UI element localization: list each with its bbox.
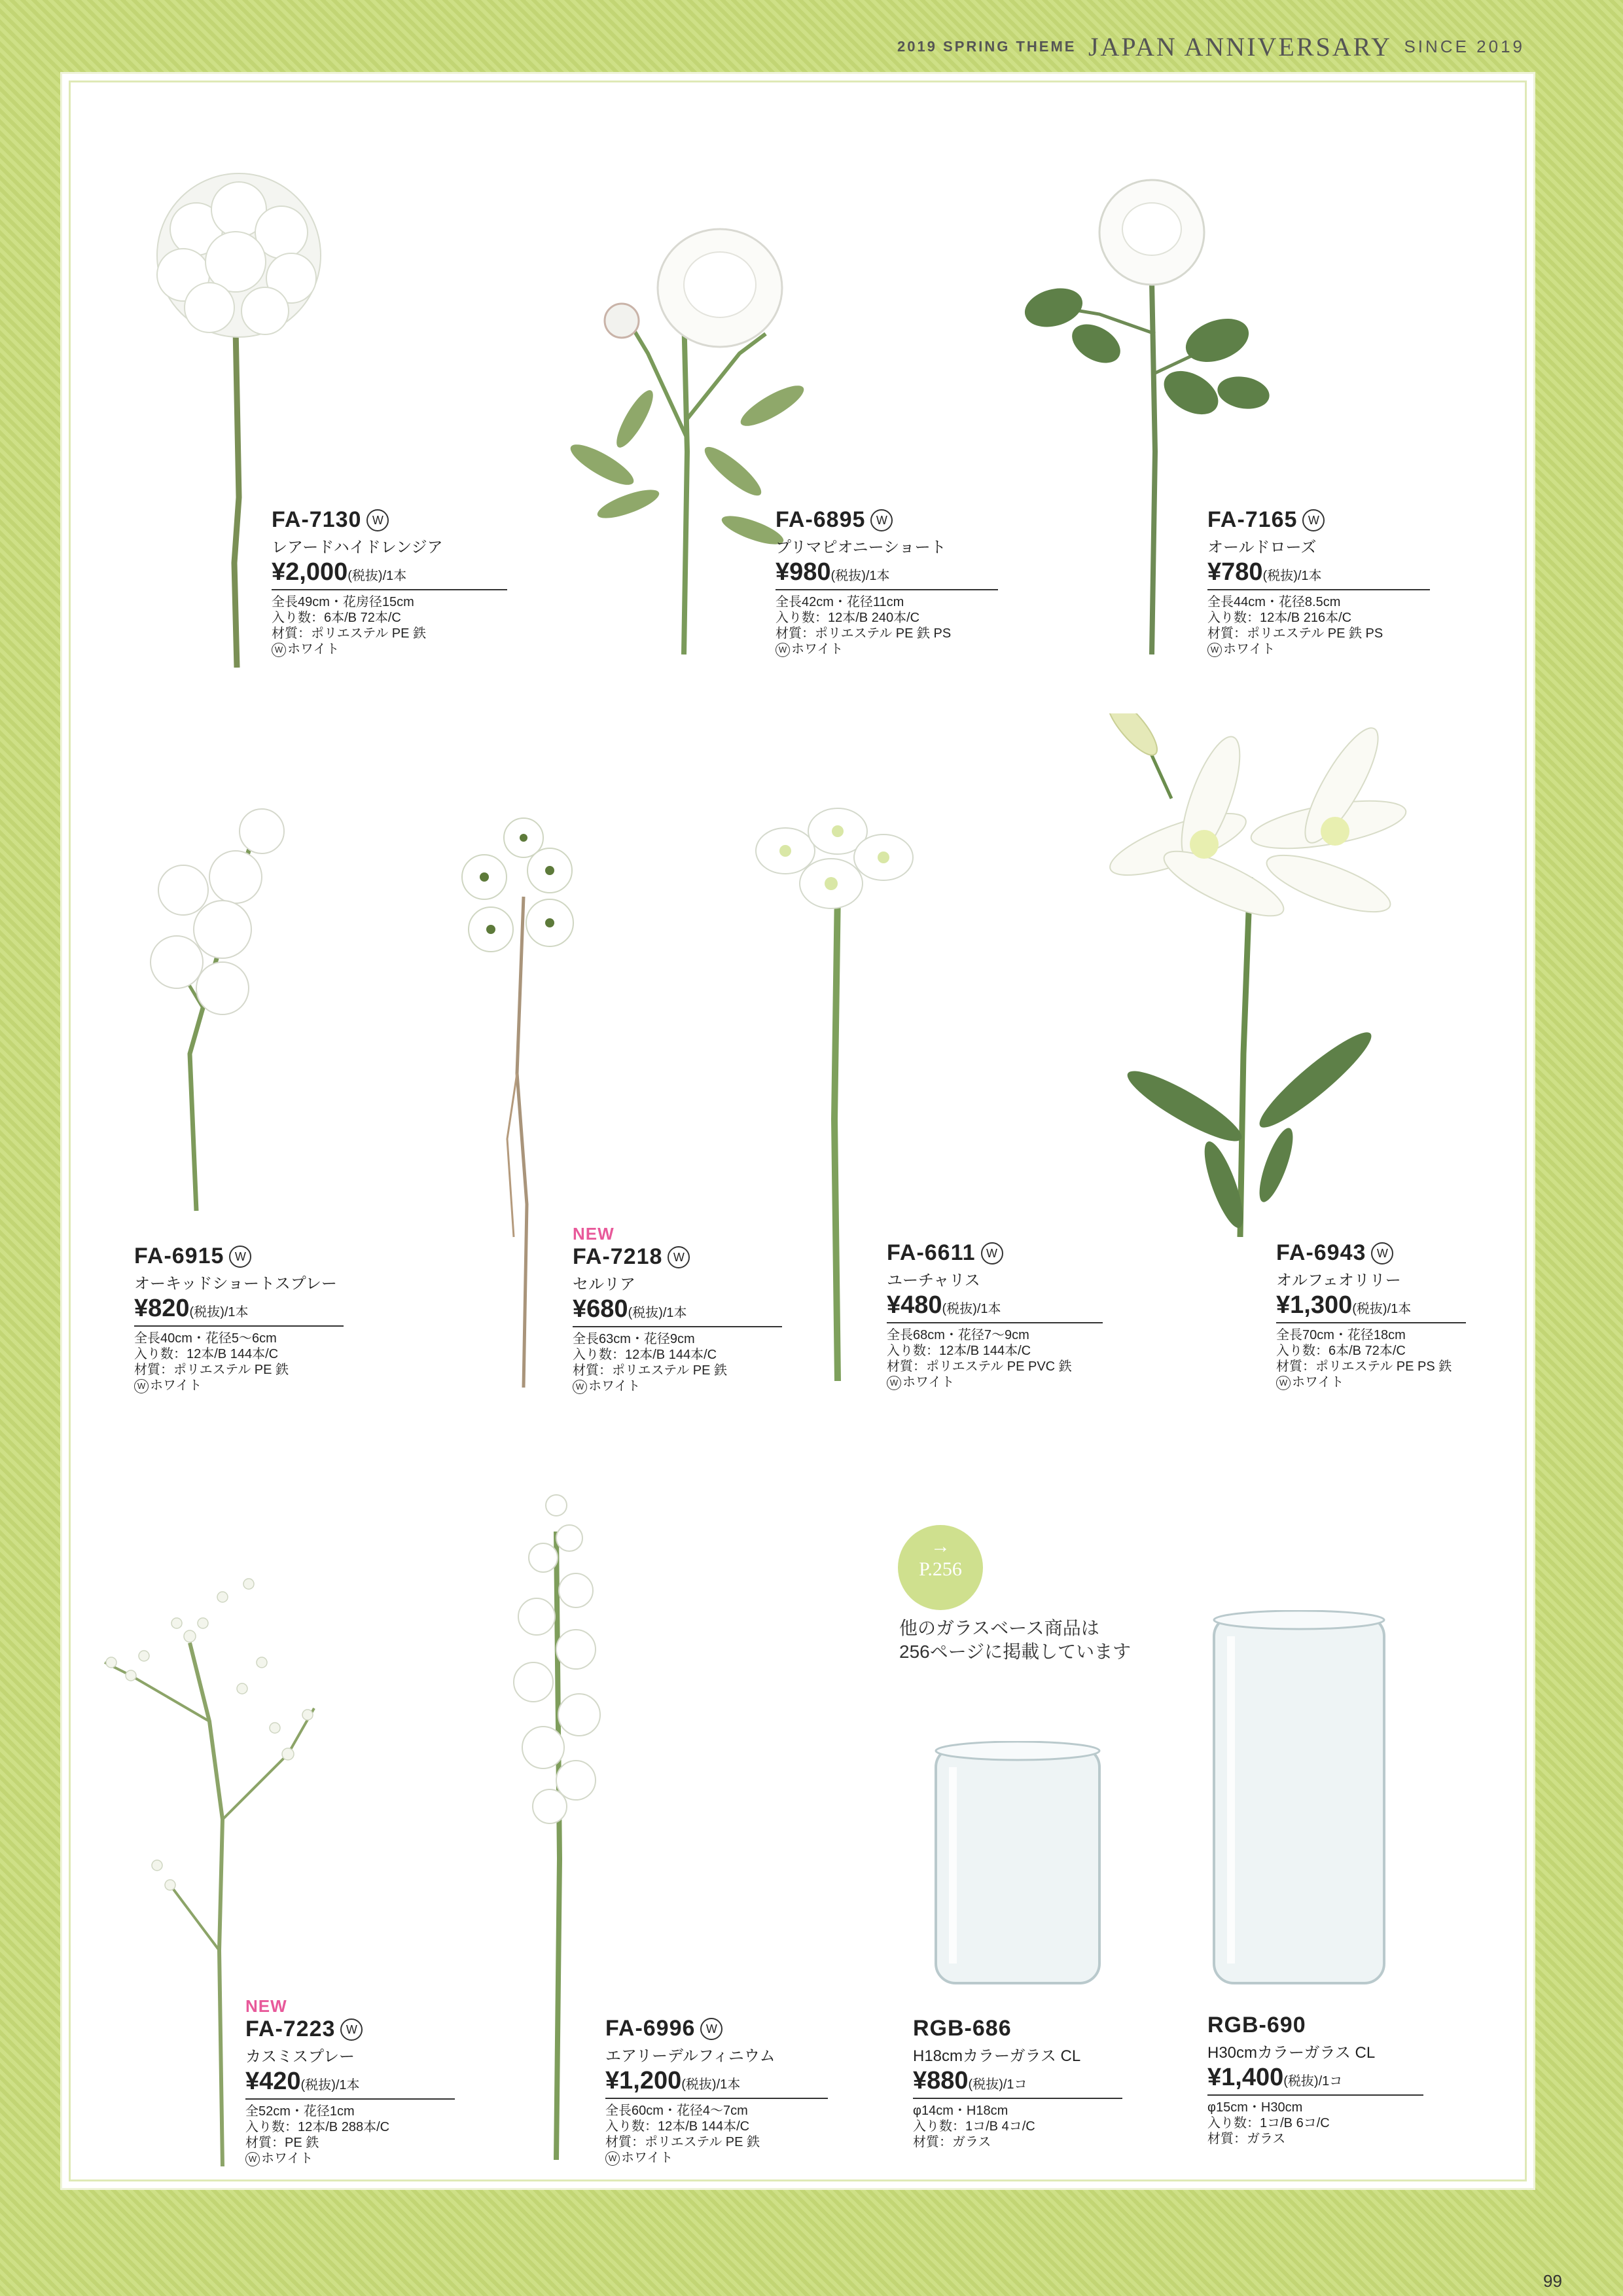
spec-qty: 入り数：12本/B 144本/C <box>605 2119 750 2134</box>
spec-size: 全長68cm・花径7〜9cm <box>887 1328 1029 1342</box>
unit-label: /1本 <box>976 1302 1001 1316</box>
color-w-icon: W <box>272 643 286 657</box>
orchid-image <box>105 792 314 1224</box>
tax-label: (税抜) <box>1262 569 1298 583</box>
product-price-row <box>272 558 507 590</box>
tax-label: (税抜) <box>1283 2074 1319 2089</box>
spec-material: 材質：ガラス <box>1207 2132 1286 2146</box>
spec-size: 全長42cm・花径11cm <box>776 595 904 609</box>
product-spec <box>1207 2100 1423 2147</box>
spec-qty: 入り数：1コ/B 6コ/C <box>1207 2116 1330 2130</box>
arrow-right-icon: → <box>931 1535 950 1557</box>
spec-material: 材質：PE 鉄 <box>245 2136 319 2150</box>
color-label: ホワイト <box>791 642 844 656</box>
product-fa-7130 <box>272 507 507 657</box>
unit-label: /1本 <box>382 569 407 583</box>
spec-material: 材質：ポリエステル PE 鉄 PS <box>1207 626 1383 641</box>
product-color <box>134 1378 344 1393</box>
spec-material: 材質：ポリエステル PE 鉄 <box>134 1363 289 1377</box>
product-fa-7223 <box>245 1996 455 2166</box>
product-rgb-686 <box>913 2016 1122 2150</box>
product-name: オールドローズ <box>1207 539 1317 556</box>
color-w-icon: W <box>776 643 790 657</box>
color-label: ホワイト <box>287 642 340 656</box>
product-code: FA-6895 <box>776 507 866 532</box>
unit-label: /1コ <box>1003 2077 1027 2092</box>
product-price: ¥680 <box>573 1295 628 1323</box>
product-fa-6895 <box>776 507 998 657</box>
spec-material: 材質：ポリエステル PE PS 鉄 <box>1276 1359 1452 1374</box>
page-link-label: P.256 <box>919 1558 962 1580</box>
product-price-row <box>1207 558 1430 590</box>
spec-qty: 入り数：6本/B 72本/C <box>272 611 401 625</box>
page-link-badge[interactable] <box>898 1525 983 1610</box>
product-price: ¥420 <box>245 2068 301 2095</box>
color-badge: W <box>366 509 389 531</box>
product-code: RGB-690 <box>1207 2013 1306 2037</box>
product-price-row <box>1207 2064 1423 2096</box>
tax-label: (税抜) <box>942 1302 977 1316</box>
new-badge: NEW <box>573 1224 615 1244</box>
color-badge: W <box>1302 509 1325 531</box>
tax-label: (税抜) <box>348 569 383 583</box>
product-spec <box>1276 1327 1466 1374</box>
product-name: プリマピオニーショート <box>776 539 946 556</box>
product-price-row <box>913 2067 1122 2099</box>
product-spec <box>272 594 507 641</box>
spec-size: φ14cm・H18cm <box>913 2104 1008 2118</box>
product-spec <box>134 1331 344 1378</box>
product-fa-7218 <box>573 1224 782 1394</box>
product-price: ¥1,200 <box>605 2067 682 2094</box>
spec-material: 材質：ポリエステル PE 鉄 <box>573 1363 727 1378</box>
note-line-2: 256ページに掲載しています <box>899 1641 1132 1662</box>
color-label: ホワイト <box>902 1375 955 1390</box>
product-code: FA-6915 <box>134 1244 224 1268</box>
color-w-icon: W <box>1276 1376 1291 1390</box>
color-w-icon: W <box>573 1380 587 1394</box>
product-fa-6611 <box>887 1240 1103 1390</box>
color-w-icon: W <box>605 2151 620 2166</box>
product-color <box>245 2151 455 2166</box>
product-name: レアードハイドレンジア <box>272 539 443 556</box>
header-since: SINCE 2019 <box>1404 37 1525 56</box>
product-price: ¥2,000 <box>272 558 348 586</box>
product-name: オーキッドショートスプレー <box>134 1275 337 1293</box>
color-w-icon: W <box>134 1379 149 1393</box>
product-fa-6915 <box>134 1244 344 1393</box>
product-price-row <box>1276 1291 1466 1323</box>
product-color <box>776 641 998 657</box>
product-fa-7165 <box>1207 507 1430 657</box>
spec-material: 材質：ガラス <box>913 2135 991 2149</box>
product-price: ¥980 <box>776 558 831 586</box>
product-color <box>605 2150 828 2166</box>
product-code: FA-7218 <box>573 1244 663 1269</box>
product-price-row <box>134 1295 344 1327</box>
product-code: FA-6611 <box>887 1240 976 1265</box>
product-name: H30cmカラーガラス CL <box>1207 2044 1376 2062</box>
spec-size: 全長60cm・花径4〜7cm <box>605 2104 748 2118</box>
product-fa-6996 <box>605 2016 828 2166</box>
spec-size: 全52cm・花径1cm <box>245 2104 355 2119</box>
product-spec <box>573 1331 782 1378</box>
product-price: ¥1,400 <box>1207 2064 1284 2091</box>
spec-size: 全長44cm・花径8.5cm <box>1207 595 1341 609</box>
new-badge: NEW <box>245 1996 287 2016</box>
product-color <box>272 641 507 657</box>
unit-label: /1本 <box>1387 1302 1412 1316</box>
spec-qty: 入り数：6本/B 72本/C <box>1276 1344 1406 1358</box>
spec-material: 材質：ポリエステル PE 鉄 <box>605 2135 760 2149</box>
spec-size: 全長40cm・花径5〜6cm <box>134 1331 277 1346</box>
unit-label: /1本 <box>716 2077 741 2092</box>
product-price: ¥480 <box>887 1291 942 1319</box>
color-badge: W <box>229 1246 251 1268</box>
tax-label: (税抜) <box>968 2077 1003 2092</box>
color-w-icon: W <box>887 1376 901 1390</box>
spec-size: 全長63cm・花径9cm <box>573 1332 695 1346</box>
product-color <box>887 1374 1103 1390</box>
color-badge: W <box>700 2018 722 2040</box>
product-code: RGB-686 <box>913 2016 1012 2041</box>
spec-size: 全長70cm・花径18cm <box>1276 1328 1406 1342</box>
tax-label: (税抜) <box>681 2077 717 2092</box>
tax-label: (税抜) <box>830 569 866 583</box>
product-rgb-690 <box>1207 2013 1423 2147</box>
product-code: FA-6943 <box>1276 1240 1366 1265</box>
color-label: ホワイト <box>261 2151 313 2166</box>
note-line-1: 他のガラスベース商品は <box>899 1618 1099 1638</box>
vase-small-image <box>929 1741 1113 1996</box>
vase-tall-image <box>1207 1610 1397 1996</box>
color-badge: W <box>981 1242 1003 1265</box>
product-price: ¥780 <box>1207 558 1263 586</box>
color-label: ホワイト <box>1223 642 1275 656</box>
product-price-row <box>887 1291 1103 1323</box>
spec-qty: 入り数：12本/B 144本/C <box>887 1344 1031 1358</box>
tax-label: (税抜) <box>300 2078 336 2092</box>
tax-label: (税抜) <box>189 1305 224 1319</box>
product-name: セルリア <box>573 1276 635 1293</box>
product-price: ¥820 <box>134 1295 190 1322</box>
unit-label: /1本 <box>224 1305 249 1319</box>
spec-qty: 入り数：12本/B 240本/C <box>776 611 920 625</box>
product-color <box>1276 1374 1466 1390</box>
glass-vase-note <box>899 1617 1131 1664</box>
header-theme: 2019 SPRING THEME <box>897 38 1077 55</box>
page-number: 99 <box>1543 2271 1562 2291</box>
spec-qty: 入り数：12本/B 288本/C <box>245 2120 390 2134</box>
product-color <box>573 1378 782 1394</box>
tax-label: (税抜) <box>628 1306 663 1320</box>
unit-label: /1本 <box>335 2078 360 2092</box>
product-price-row <box>245 2068 455 2100</box>
product-spec <box>245 2104 455 2151</box>
unit-label: /1本 <box>1297 569 1322 583</box>
product-spec <box>776 594 998 641</box>
product-spec <box>1207 594 1430 641</box>
color-label: ホワイト <box>150 1378 202 1393</box>
product-code: FA-7223 <box>245 2017 336 2041</box>
color-w-icon: W <box>245 2152 260 2166</box>
product-color <box>1207 641 1430 657</box>
product-code: FA-7130 <box>272 507 362 532</box>
spec-qty: 入り数：12本/B 144本/C <box>134 1347 279 1361</box>
product-price-row <box>573 1295 782 1327</box>
lily-image <box>1080 713 1446 1237</box>
unit-label: /1コ <box>1318 2074 1343 2089</box>
spec-size: φ15cm・H30cm <box>1207 2100 1303 2115</box>
spec-material: 材質：ポリエステル PE PVC 鉄 <box>887 1359 1072 1374</box>
product-price: ¥1,300 <box>1276 1291 1353 1319</box>
page-header <box>0 31 1525 62</box>
product-spec <box>887 1327 1103 1374</box>
header-title: JAPAN ANNIVERSARY <box>1088 32 1393 62</box>
spec-size: 全長49cm・花房径15cm <box>272 595 414 609</box>
spec-material: 材質：ポリエステル PE 鉄 <box>272 626 426 641</box>
product-fa-6943 <box>1276 1240 1466 1390</box>
spec-qty: 入り数：1コ/B 4コ/C <box>913 2119 1035 2134</box>
color-badge: W <box>870 509 893 531</box>
product-spec <box>605 2103 828 2150</box>
product-name: カスミスプレー <box>245 2048 355 2066</box>
unit-label: /1本 <box>662 1306 687 1320</box>
color-badge: W <box>1371 1242 1393 1265</box>
tax-label: (税抜) <box>1352 1302 1387 1316</box>
product-price-row <box>605 2067 828 2099</box>
product-code: FA-7165 <box>1207 507 1298 532</box>
color-label: ホワイト <box>621 2151 673 2165</box>
color-label: ホワイト <box>588 1379 641 1393</box>
unit-label: /1本 <box>865 569 890 583</box>
product-name: エアリーデルフィニウム <box>605 2047 776 2065</box>
color-badge: W <box>668 1246 690 1268</box>
product-price: ¥880 <box>913 2067 969 2094</box>
color-w-icon: W <box>1207 643 1222 657</box>
spec-qty: 入り数：12本/B 216本/C <box>1207 611 1352 625</box>
product-name: H18cmカラーガラス CL <box>913 2047 1081 2065</box>
product-name: オルフェオリリー <box>1276 1272 1401 1289</box>
color-badge: W <box>340 2018 363 2041</box>
product-code: FA-6996 <box>605 2016 696 2041</box>
product-price-row <box>776 558 998 590</box>
spec-qty: 入り数：12本/B 144本/C <box>573 1348 717 1362</box>
product-spec <box>913 2103 1122 2150</box>
product-name: ユーチャリス <box>887 1272 980 1289</box>
color-label: ホワイト <box>1292 1375 1344 1390</box>
spec-material: 材質：ポリエステル PE 鉄 PS <box>776 626 952 641</box>
